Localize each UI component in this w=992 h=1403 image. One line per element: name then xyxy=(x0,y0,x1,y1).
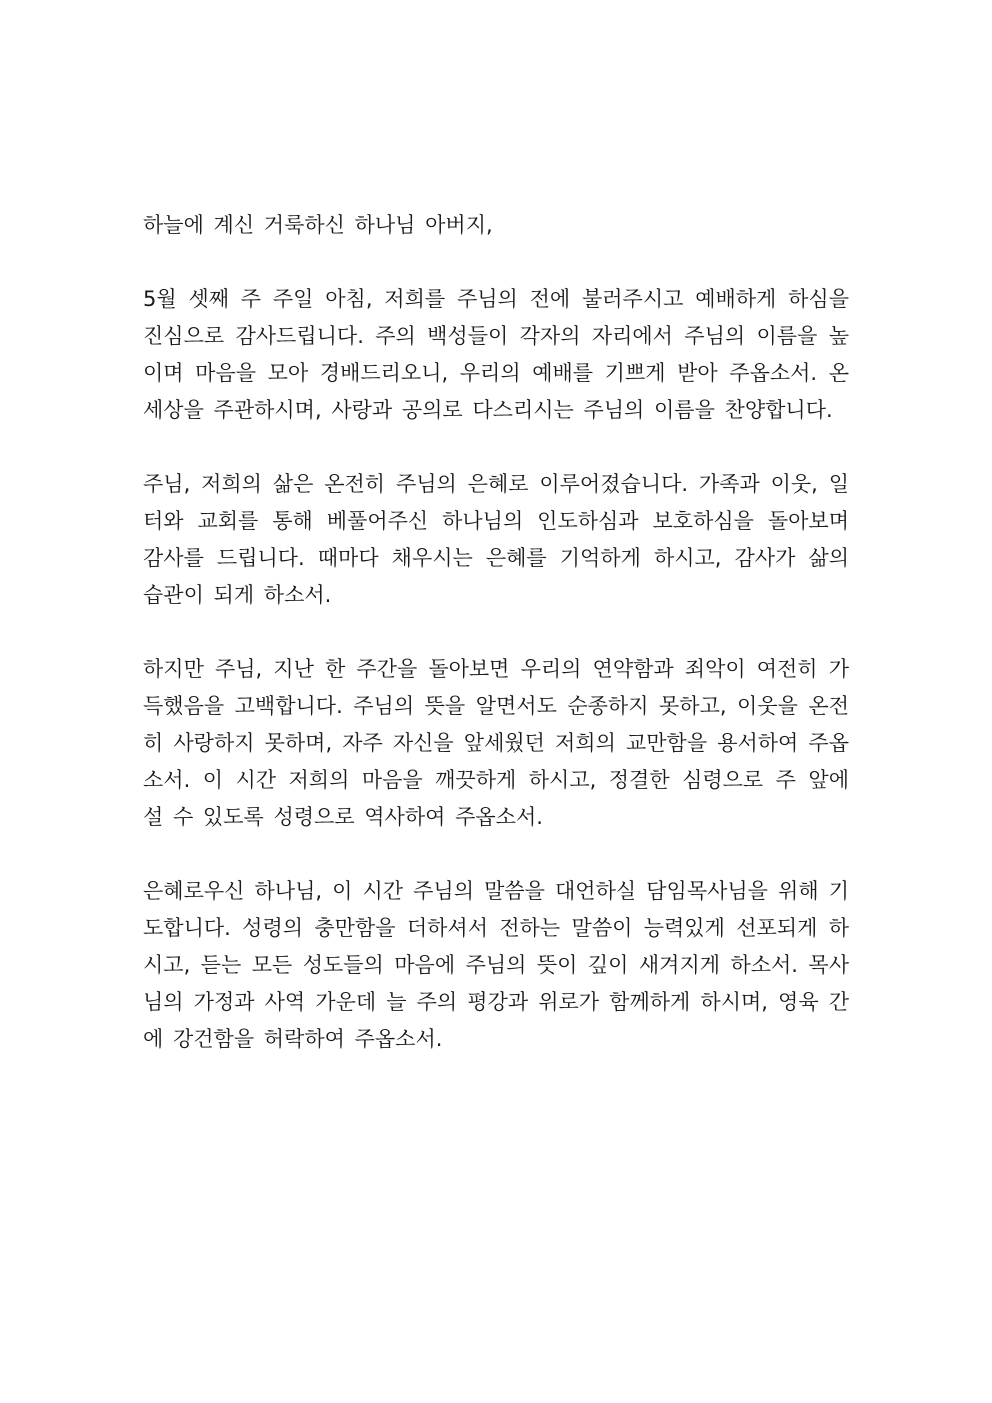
paragraph-confession: 하지만 주님, 지난 한 주간을 돌아보면 우리의 연약함과 죄악이 여전히 가득했음을 고백합니다. 주님의 뜻을 알면서도 순종하지 못하고, 이웃을 온전히 사랑하지 못하며, 자주 자신을 앞세웠던 저희의 교만함을 용서하여 주옵소서. 이 시간 저희의 마음을 깨끗하게 하시고, 정결한 심령으로 주 앞에 설 수 있도록 성령으로 역사하여 주옵소서. xyxy=(143,657,849,829)
paragraph-thanksgiving-worship: 5월 셋째 주 주일 아침, 저희를 주님의 전에 불러주시고 예배하게 하심을 진심으로 감사드립니다. 주의 백성들이 각자의 자리에서 주님의 이름을 높이며 마음을 모아 경배드리오니, 우리의 예배를 기쁘게 받아 주옵소서. 온 세상을 주관하시며, 사랑과 공의로 다스리시는 주님의 이름을 찬양합니다. xyxy=(143,287,849,422)
prayer-text xyxy=(143,207,849,1058)
greeting-line: 하늘에 계신 거룩하신 하나님 아버지, xyxy=(143,213,493,237)
paragraph-pastor-prayer: 은혜로우신 하나님, 이 시간 주님의 말씀을 대언하실 담임목사님을 위해 기도합니다. 성령의 충만함을 더하셔서 전하는 말씀이 능력있게 선포되게 하시고, 듣는 모든 성도들의 마음에 주님의 뜻이 깊이 새겨지게 하소서. 목사님의 가정과 사역 가운데 늘 주의 평강과 위로가 함께하게 하시며, 영육 간에 강건함을 허락하여 주옵소서. xyxy=(143,879,849,1051)
paragraph-gratitude: 주님, 저희의 삶은 온전히 주님의 은혜로 이루어졌습니다. 가족과 이웃, 일터와 교회를 통해 베풀어주신 하나님의 인도하심과 보호하심을 돌아보며 감사를 드립니다. 때마다 채우시는 은혜를 기억하게 하시고, 감사가 삶의 습관이 되게 하소서. xyxy=(143,472,849,607)
